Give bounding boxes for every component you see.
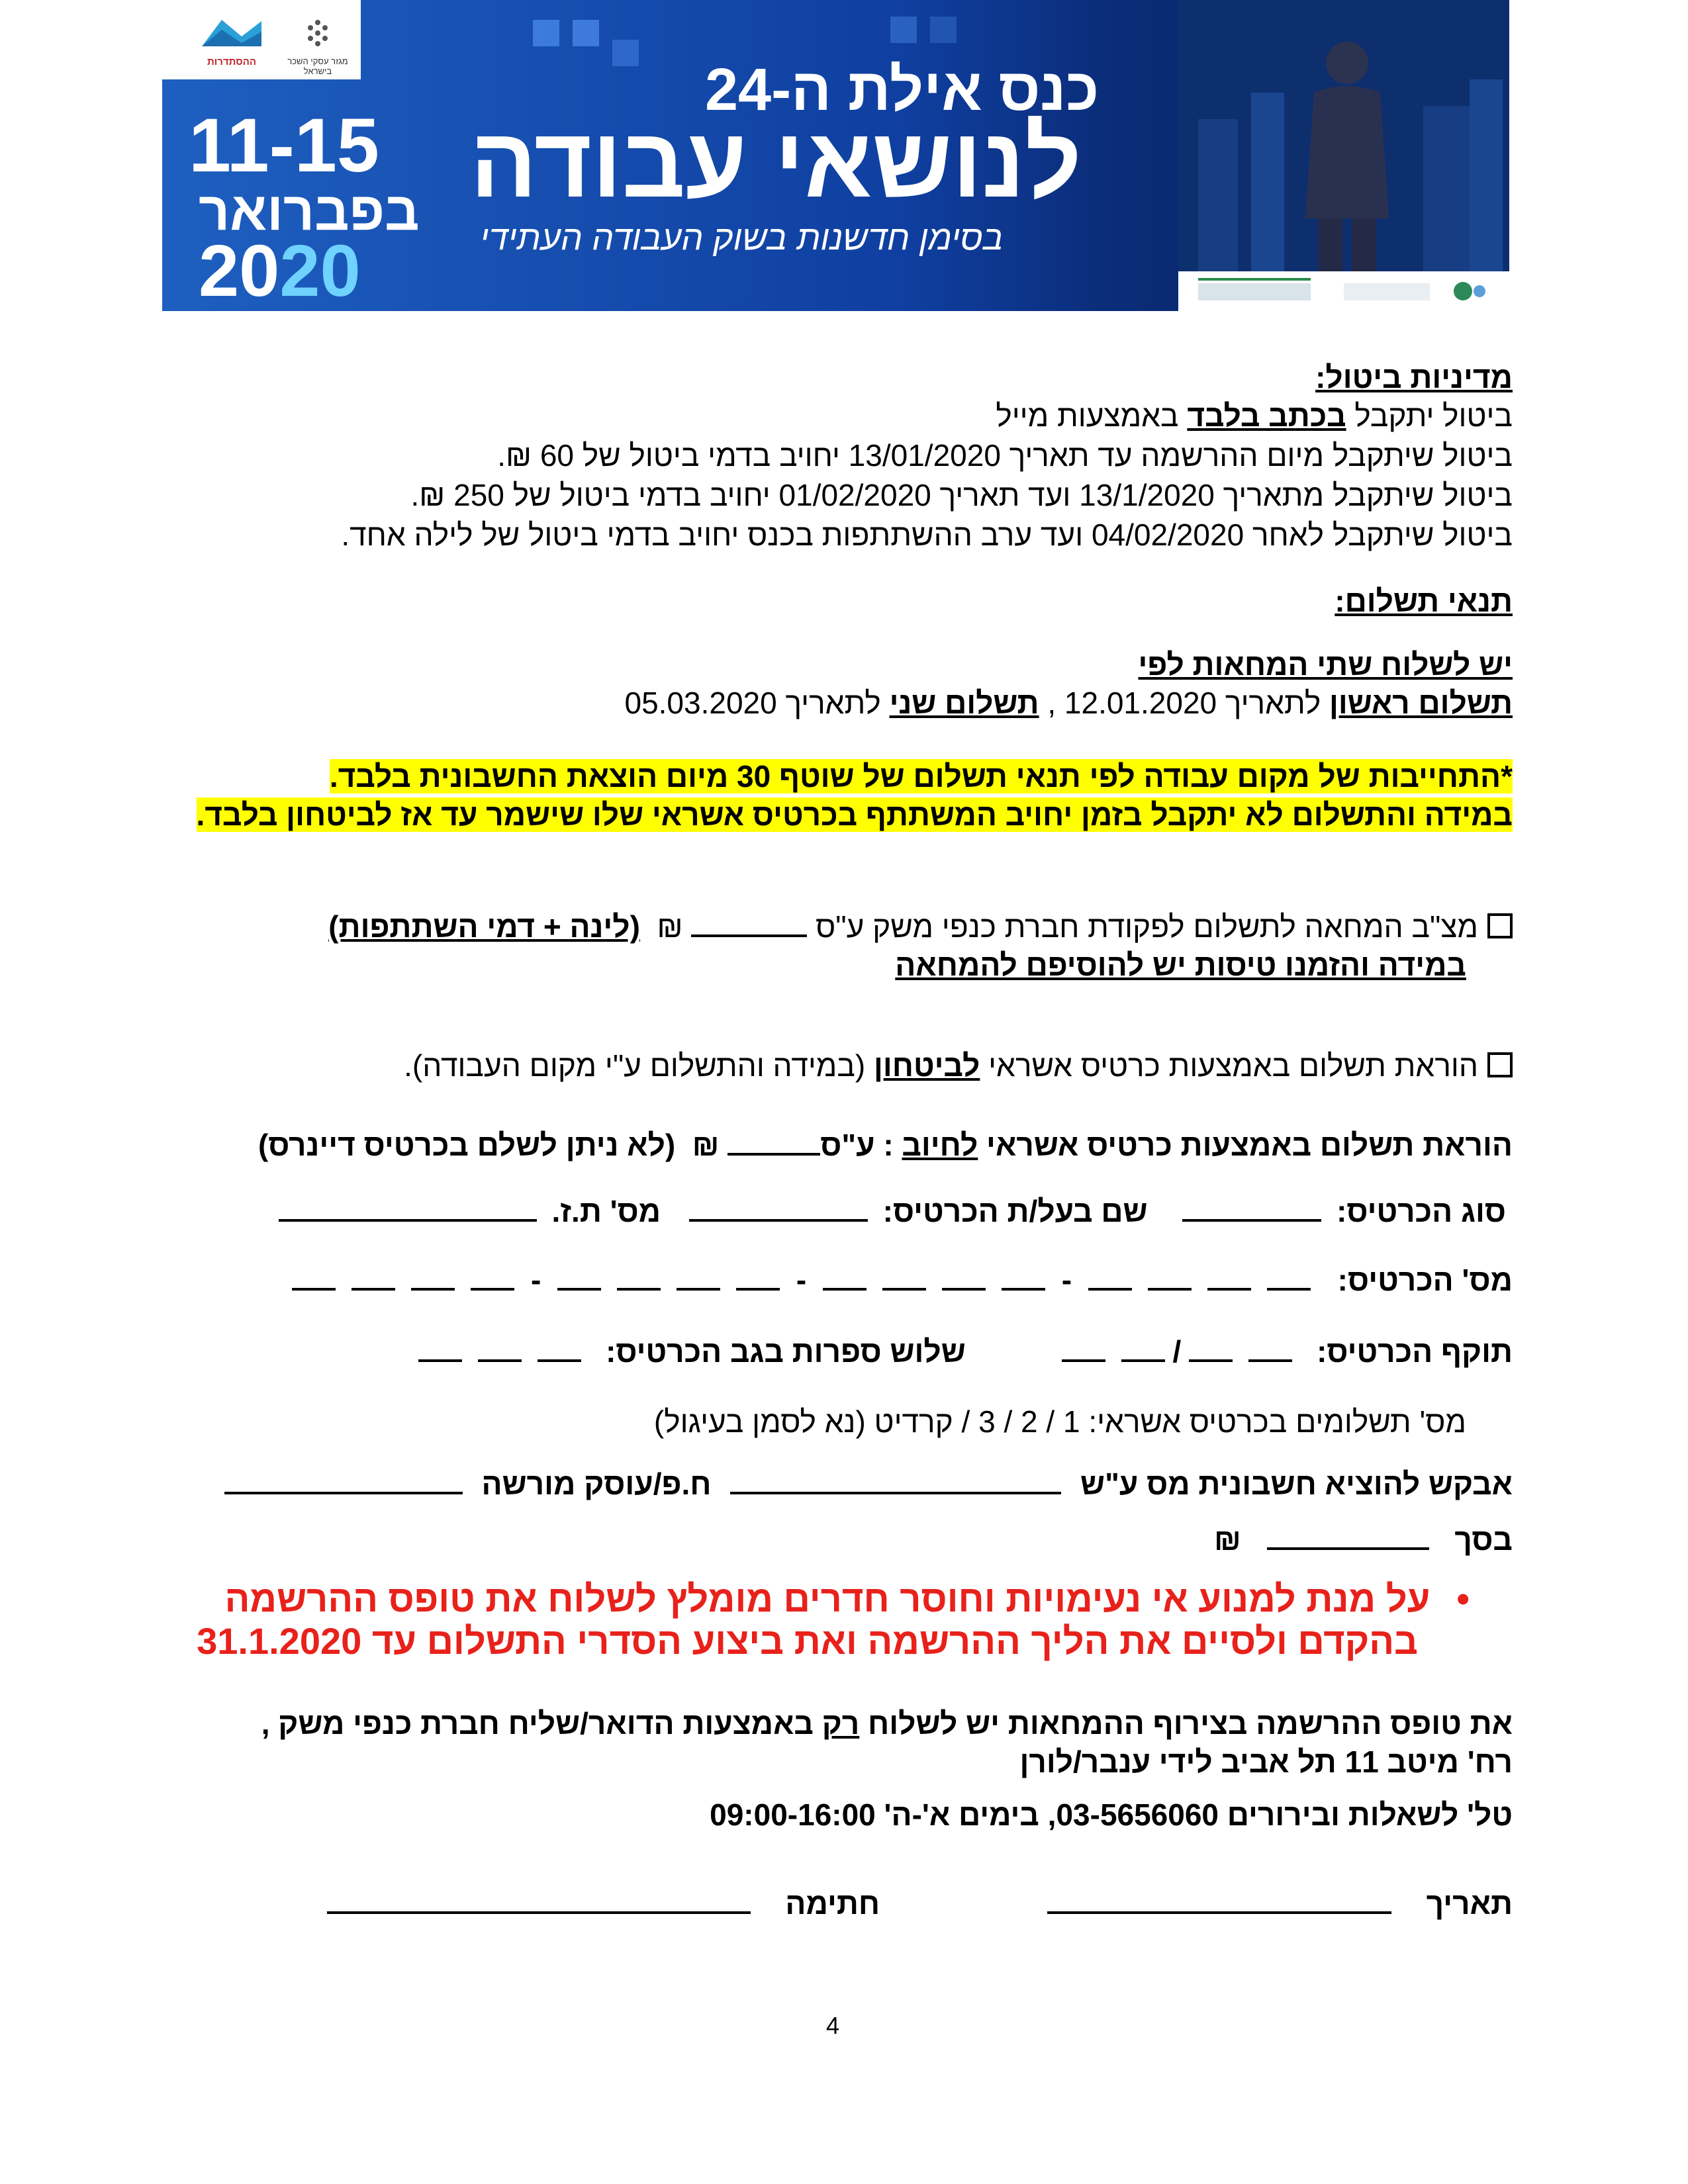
cancel-line-2: ביטול שיתקבל מיום ההרשמה עד תאריך 13/01/2020 יחויב בדמי ביטול של 60 ₪. [497,438,1513,473]
card-holder-label: שם בעל/ת הכרטיס: [882,1194,1148,1228]
check-option-includes: (לינה + דמי השתתפות) [328,909,640,944]
card-holder-field[interactable] [689,1193,868,1222]
credit-charge-currency: ₪ [692,1128,720,1162]
second-payment-label: תשלום שני [889,686,1039,720]
credit-security-option-row [404,1047,1513,1084]
amount-currency: ₪ [1214,1522,1241,1557]
card-digit-field[interactable] [292,1261,336,1291]
banner-year-part-b: 20 [279,230,361,311]
registration-deadline-notice [197,1578,1470,1662]
business-sector-logo-text: מגזר עסקי השכר בישראל [287,56,348,76]
date-field[interactable] [1047,1885,1391,1914]
cancel-line-1 [996,397,1513,434]
card-number-fields[interactable]: - - - [284,1263,1319,1297]
card-digit-field[interactable] [1207,1261,1251,1291]
card-digit-field[interactable] [411,1261,455,1291]
card-digit-field[interactable] [823,1261,867,1291]
card-digit-field[interactable] [471,1261,514,1291]
histadrut-logo [195,13,268,66]
check-currency: ₪ [657,909,683,944]
vat-number-field[interactable] [224,1465,463,1494]
check-option-flights-note: במידה והזמנו טיסות יש להוסיפם להמחאה [895,948,1466,982]
first-payment-label: תשלום ראשון [1329,686,1513,720]
decor-square [612,40,639,66]
send-line-2: רח' מיטב 11 תל אביב לידי ענבר/לורן [1019,1745,1513,1779]
card-validity-fields[interactable] [1054,1334,1301,1369]
payment-terms-line-2 [624,684,1513,721]
credit-security-text-c: (במידה והתשלום ע"י מקום העבודה). [404,1048,874,1083]
credit-security-text-b: לביטחון [874,1048,980,1083]
payment-terms-heading: תנאי תשלום: [1335,584,1513,618]
card-validity-label: תוקף הכרטיס: [1317,1334,1513,1369]
card-digit-field[interactable] [1148,1261,1192,1291]
card-digit-field[interactable] [1002,1261,1045,1291]
card-digit-field[interactable] [617,1261,661,1291]
notice-line-1-text: על מנת למנוע אי נעימויות וחוסר חדרים מומלץ לשלוח את טופס ההרשמה [224,1578,1430,1619]
employer-note-2-text: במידה והתשלום לא יתקבל בזמן יחויב המשתתף בכרטיס אשראי שלו שישמר עד אז לביטחון בלבד. [196,797,1513,832]
card-type-field[interactable] [1182,1193,1321,1222]
signature-row [301,1885,1513,1922]
send-line-1-b: רק [821,1706,860,1741]
credit-charge-text-a: הוראת תשלום באמצעות כרטיס אשראי [978,1128,1513,1162]
credit-security-checkbox[interactable] [1487,1052,1513,1077]
card-digit-field[interactable] [1267,1261,1311,1291]
sponsor-strip [1178,271,1509,311]
cvv-fields[interactable] [410,1334,589,1369]
dots-logo-icon [281,13,354,53]
employer-note-1 [330,758,1513,795]
cancel-heading: מדיניות ביטול: [1315,360,1513,394]
card-digit-field[interactable] [557,1261,601,1291]
signature-label: חתימה [785,1886,880,1921]
validity-month-field[interactable] [1248,1333,1292,1362]
validity-year-field[interactable] [1062,1333,1105,1362]
page-number: 4 [826,2012,840,2039]
check-option-checkbox[interactable] [1487,913,1513,938]
check-option-row [328,908,1513,945]
histadrut-logo-text: ההסתדרות [207,56,257,68]
notice-bullet: • [1456,1578,1470,1619]
card-digit-field[interactable] [1088,1261,1132,1291]
invoice-label: אבקש להוציא חשבונית מס ע"ש [1080,1467,1513,1501]
amount-label: בסך [1454,1522,1513,1557]
employer-note-2 [197,796,1513,833]
banner-photo [1178,0,1509,311]
employer-note-1-text: *התחייבות של מקום עבודה לפי תנאי תשלום של שוטף 30 מיום הוצאת החשבונית בלבד. [329,759,1513,794]
card-number-row [284,1261,1513,1298]
send-line-1-c: באמצעות הדואר/שליח חברת כנפי משק , [261,1706,822,1741]
notice-line-1 [197,1578,1470,1620]
card-digit-field[interactable] [352,1261,395,1291]
cancel-line-1-b: בכתב בלבד [1187,398,1346,433]
send-line-1-a: את טופס ההרשמה בצירוף ההמחאות יש לשלוח [859,1706,1513,1741]
banner-subtitle: כנס אילת ה-24 [705,57,1100,123]
credit-security-text-a: הוראת תשלום באמצעות כרטיס אשראי [980,1048,1478,1083]
amount-row [1214,1521,1513,1558]
invoice-name-field[interactable] [730,1465,1061,1494]
first-payment-date: לתאריך 12.01.2020 , [1039,686,1329,720]
banner-title: לנושאי עבודה [470,107,1082,218]
signature-field[interactable] [327,1885,751,1914]
id-number-label: מס' ת.ז. [551,1194,661,1228]
cancel-line-3: ביטול שיתקבל מתאריך 13/1/2020 ועד תאריך 01/02/2020 יחויב בדמי ביטול של 250 ₪. [410,478,1513,512]
credit-charge-text-c: : ע"ס [820,1128,902,1162]
invoice-row [214,1465,1513,1502]
banner-month: בפברואר [199,181,420,242]
installments-line: מס' תשלומים בכרטיס אשראי: 1 / 2 / 3 / קרדיט (נא לסמן בעיגול) [653,1404,1466,1439]
card-digit-field[interactable] [882,1261,926,1291]
cvv-digit-field[interactable] [538,1333,581,1362]
send-line-1 [261,1705,1513,1742]
credit-charge-amount-field[interactable] [727,1126,820,1156]
date-label: תאריך [1426,1886,1513,1921]
histadrut-logo-icon [195,13,268,53]
conference-banner [162,0,1509,311]
validity-slash: / [1172,1334,1182,1369]
decor-square [573,20,599,46]
decor-square [930,17,957,43]
cancel-line-4: ביטול שיתקבל לאחר 04/02/2020 ועד ערב ההשתתפות בכנס יחויב בדמי ביטול של לילה אחד. [341,518,1513,552]
banner-dates: 11-15 [189,103,379,188]
second-payment-date: לתאריך 05.03.2020 [624,686,890,720]
card-details-row [272,1193,1506,1230]
decor-square [533,20,559,46]
vat-label: ח.פ/עוסק מורשה [481,1467,712,1501]
validity-year-field[interactable] [1121,1333,1165,1362]
amount-field[interactable] [1267,1521,1429,1550]
cvv-digit-field[interactable] [478,1333,522,1362]
sponsor-logos-icon [1178,271,1509,311]
banner-year [199,230,361,311]
decor-square [890,17,917,43]
cancel-line-1-a: ביטול יתקבל [1346,398,1513,433]
banner-year-part-a: 20 [199,230,280,311]
banner-tagline: בסימן חדשנות בשוק העבודה העתידי [480,219,1004,257]
card-number-label: מס' הכרטיס: [1337,1263,1513,1297]
cancel-line-1-c: באמצעות מייל [996,398,1188,433]
card-validity-row [410,1333,1513,1370]
cvv-label: שלוש ספרות בגב הכרטיס: [606,1334,966,1369]
payment-terms-line-1: יש לשלוח שתי המחאות לפי [1138,647,1513,682]
credit-charge-diners-note: (לא ניתן לשלם בכרטיס דיינרס) [258,1128,676,1162]
card-type-label: סוג הכרטיס: [1336,1194,1506,1228]
contact-line: טל' לשאלות ובירורים 03-5656060, בימים א'-ה' 09:00-16:00 [710,1797,1513,1832]
cvv-digit-field[interactable] [418,1333,462,1362]
credit-charge-instruction [258,1126,1513,1163]
business-sector-logo [281,13,354,76]
businessman-silhouette-icon [1178,0,1509,311]
notice-line-2: בהקדם ולסיים את הליך ההרשמה ואת ביצוע הסדרי התשלום עד 31.1.2020 [197,1620,1418,1662]
card-digit-field[interactable] [677,1261,720,1291]
validity-month-field[interactable] [1189,1333,1233,1362]
id-number-field[interactable] [279,1193,537,1222]
check-amount-field[interactable] [691,908,807,937]
card-digit-field[interactable] [942,1261,986,1291]
credit-charge-text-b: לחיוב [902,1128,978,1162]
card-digit-field[interactable] [736,1261,780,1291]
check-option-text: מצ"ב המחאה לתשלום לפקודת חברת כנפי משק ע"ס [816,909,1478,944]
